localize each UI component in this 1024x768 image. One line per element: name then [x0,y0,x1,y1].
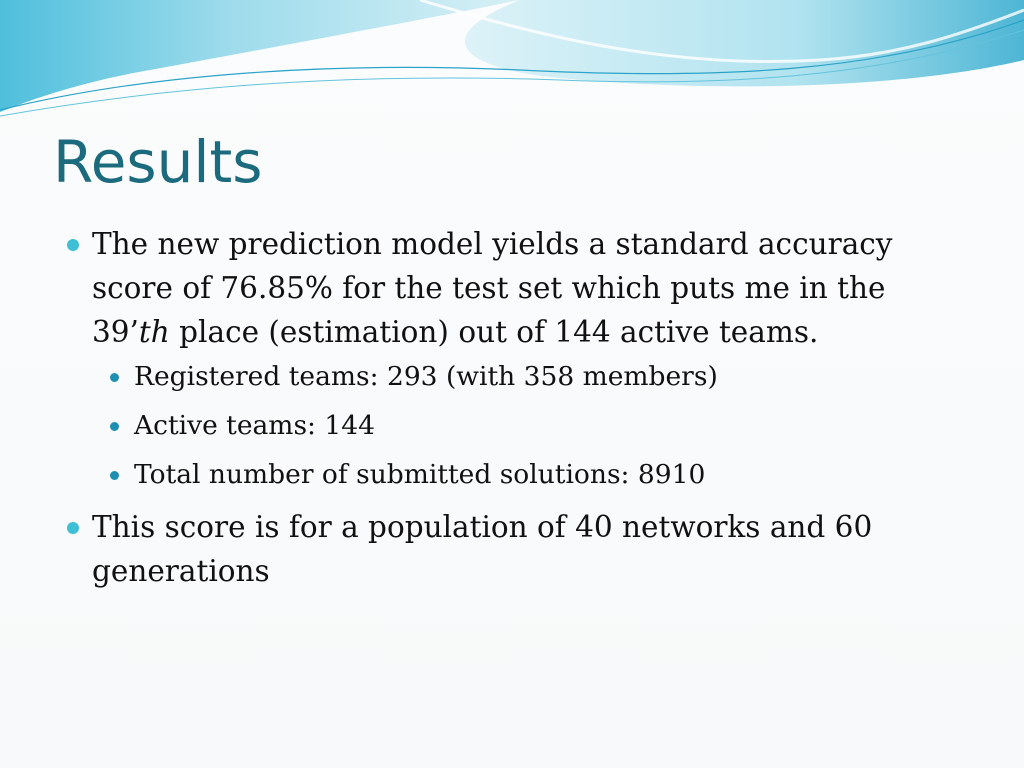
sub-bullet-text: Total number of submitted solutions: 8910 [134,459,706,490]
sub-bullet-text: Registered teams: 293 (with 358 members) [134,361,718,392]
wave-band-left [0,0,520,112]
bullet-dot-icon [67,239,79,251]
bullet-text: This score is for a population of 40 networks and 60 generations [92,510,873,588]
bullet-text-part-b: place (estimation) out of 144 active teams. [169,315,819,349]
bullet-content [60,222,960,597]
wave-band-right [465,0,1024,86]
sub-bullet-dot-icon [110,373,119,382]
bullet-item-2 [60,505,960,593]
slide-title: Results [53,128,263,196]
bullet-dot-icon [67,522,79,534]
bullet-text-ordinal-italic: th [138,315,170,349]
decorative-wave-header [0,0,1024,130]
sub-bullet-dot-icon [110,422,119,431]
sub-bullet-item [134,358,960,396]
bullet-item-1 [60,222,960,354]
sub-bullet-list [60,358,960,494]
bullet-text-part-a: The new prediction model yields a standard accuracy score of 76.85% for the test set which puts me in the 39’ [92,227,893,349]
sub-bullet-dot-icon [110,471,119,480]
sub-bullet-item [134,456,960,494]
sub-bullet-text: Active teams: 144 [134,410,375,441]
sub-bullet-item [134,407,960,445]
